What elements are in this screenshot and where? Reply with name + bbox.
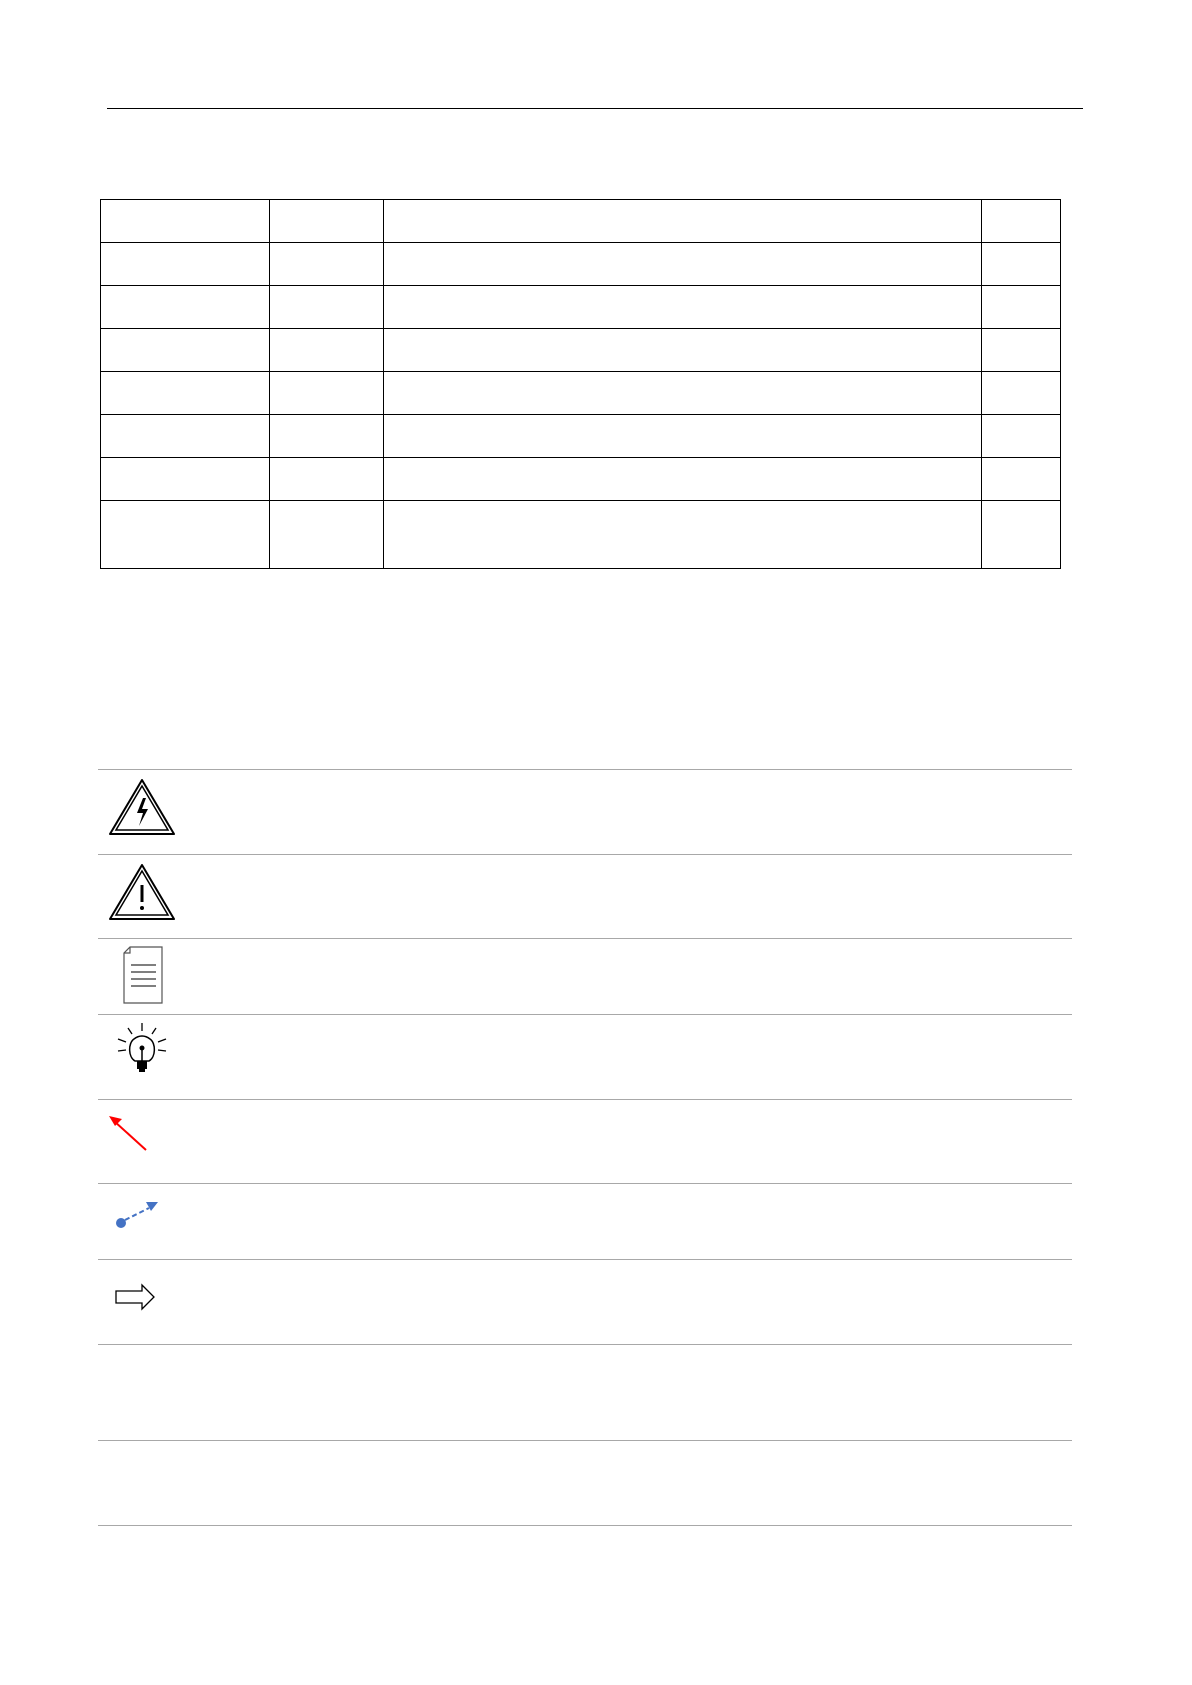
table-cell	[384, 458, 982, 501]
table-cell	[101, 415, 270, 458]
table-row	[101, 458, 1061, 501]
symbol-row-empty	[98, 1440, 1072, 1526]
symbol-row-red-arrow	[98, 1099, 1072, 1183]
table-cell	[982, 458, 1061, 501]
outline-arrow-icon	[106, 1266, 178, 1330]
table-cell	[101, 372, 270, 415]
table-row	[101, 329, 1061, 372]
header-rule	[107, 108, 1083, 109]
table-cell	[982, 372, 1061, 415]
table-row	[101, 243, 1061, 286]
red-arrow-icon	[106, 1106, 178, 1170]
table-cell	[101, 200, 270, 243]
table-cell	[270, 286, 384, 329]
table-cell	[270, 329, 384, 372]
symbol-row-tip	[98, 1014, 1072, 1099]
table-row	[101, 415, 1061, 458]
table-row	[101, 501, 1061, 569]
symbol-row-warning	[98, 854, 1072, 938]
symbol-conventions-list	[98, 769, 1072, 1526]
note-icon	[106, 945, 178, 1009]
table-row	[101, 286, 1061, 329]
table-cell	[982, 200, 1061, 243]
table-cell	[982, 329, 1061, 372]
table-cell	[384, 501, 982, 569]
table-cell	[101, 458, 270, 501]
table-cell	[384, 243, 982, 286]
table-cell	[270, 458, 384, 501]
symbol-row-blue-dashed-arrow	[98, 1183, 1072, 1259]
table-cell	[384, 372, 982, 415]
table-row	[101, 200, 1061, 243]
table-cell	[982, 501, 1061, 569]
symbol-row-note	[98, 938, 1072, 1014]
table-cell	[270, 415, 384, 458]
table-cell	[982, 243, 1061, 286]
table-cell	[270, 372, 384, 415]
table-cell	[270, 200, 384, 243]
table-cell	[982, 415, 1061, 458]
table-cell	[101, 286, 270, 329]
warning-icon	[106, 861, 178, 925]
table-cell	[384, 415, 982, 458]
table-cell	[101, 243, 270, 286]
table-cell	[101, 329, 270, 372]
table-cell	[270, 243, 384, 286]
table-cell	[384, 200, 982, 243]
tip-lightbulb-icon	[106, 1021, 178, 1085]
revision-table	[100, 199, 1061, 569]
table-cell	[384, 286, 982, 329]
table-cell	[384, 329, 982, 372]
electrical-hazard-icon	[106, 776, 178, 840]
symbol-row-empty	[98, 1344, 1072, 1440]
symbol-row-electrical-hazard	[98, 769, 1072, 854]
blue-dashed-arrow-icon	[106, 1190, 178, 1254]
symbol-row-outline-arrow	[98, 1259, 1072, 1344]
table-cell	[982, 286, 1061, 329]
table-cell	[270, 501, 384, 569]
table-row	[101, 372, 1061, 415]
table-cell	[101, 501, 270, 569]
